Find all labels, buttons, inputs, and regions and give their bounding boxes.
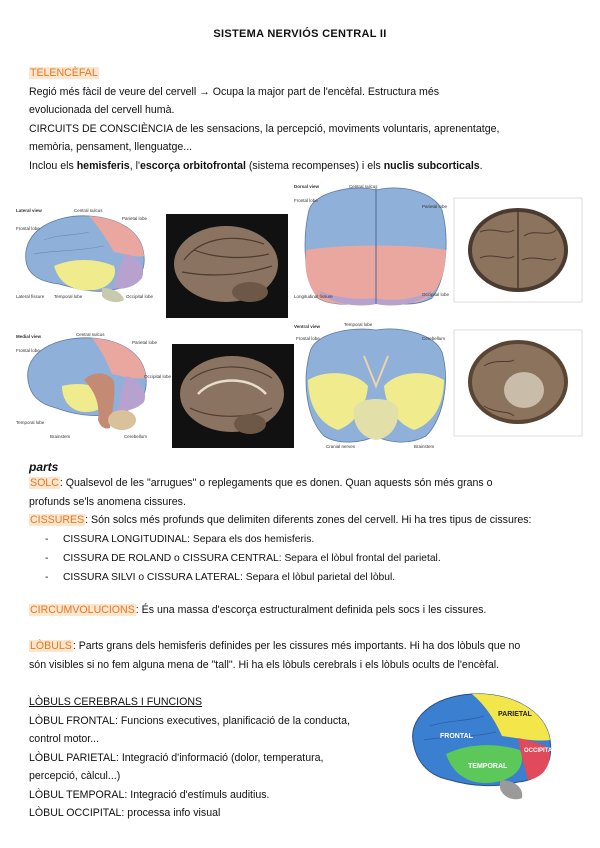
svg-text:Cerebellum: Cerebellum <box>422 336 446 341</box>
telencefal-line: evolucionada del cervell humà. <box>29 104 175 116</box>
lobe-label-temporal: TEMPORAL <box>468 763 508 770</box>
svg-text:Brainstem: Brainstem <box>50 434 71 439</box>
svg-text:Medial view: Medial view <box>16 334 42 339</box>
lobuls-funcions-section <box>29 693 399 823</box>
solc-line: profunds se'ls anomena cissures. <box>29 495 186 508</box>
cissures-line: CISSURES: Són solcs més profunds que delimiten diferents zones del cervell. Hi ha tres tipus de cissures: <box>30 514 532 526</box>
svg-text:Longitudinal fissure: Longitudinal fissure <box>294 294 333 299</box>
list-item: - CISSURA SILVI o CISSURA LATERAL: Separa el lòbul parietal del lòbul. <box>45 568 441 587</box>
lobes-diagram <box>400 688 560 806</box>
svg-text:Central sulcus: Central sulcus <box>74 208 103 213</box>
lateral-photo <box>166 214 288 318</box>
lobe-label-occipital: OCCIPITAL <box>524 748 556 754</box>
svg-text:Occipital lobe: Occipital lobe <box>144 374 172 379</box>
lobul-line: control motor... <box>29 733 100 745</box>
lobul-line: percepció, càlcul...) <box>29 770 121 782</box>
parts-section <box>29 474 574 530</box>
svg-text:Parietal lobe: Parietal lobe <box>422 204 448 209</box>
figure-label: Lateral view <box>16 208 42 213</box>
dorsal-view-figure <box>294 184 450 305</box>
lateral-view-figure <box>16 208 154 302</box>
page-title: SISTEMA NERVIÓS CENTRAL II <box>213 28 387 40</box>
list-item: - CISSURA LONGITUDINAL: Separa els dos hemisferis. <box>45 530 441 549</box>
medial-view-figure <box>16 332 172 439</box>
lobul-line: LÒBUL OCCIPITAL: processa info visual <box>29 807 221 819</box>
telencefal-line: Inclou els hemisferis, l'escorça orbitofrontal (sistema recompenses) i els nuclis subcorticals. <box>29 159 483 172</box>
telencefal-line: CIRCUITS DE CONSCIÈNCIA de les sensacions, la percepció, moviments voluntaris, aprenentatge, <box>29 122 500 135</box>
lobul-line: LÒBUL PARIETAL: Integració d'informació (dolor, temperatura, <box>29 751 324 764</box>
lobe-label-frontal: FRONTAL <box>440 733 473 740</box>
ventral-view-figure <box>294 322 445 449</box>
svg-text:Parietal lobe: Parietal lobe <box>132 340 158 345</box>
svg-text:Cranial nerves: Cranial nerves <box>326 444 356 449</box>
circumvolucions-line: CIRCUMVOLUCIONS: És una massa d'escorça estructuralment definida pels socs i les cissures. <box>30 604 487 616</box>
svg-text:Central sulcus: Central sulcus <box>349 184 378 189</box>
section-heading: LÒBULS CEREBRALS I FUNCIONS <box>29 696 203 708</box>
svg-text:Frontal lobe: Frontal lobe <box>16 226 40 231</box>
svg-text:Ventral view: Ventral view <box>294 324 321 329</box>
solc-line: SOLC: Qualsevol de les "arrugues" o replegaments que es donen. Quan aquests són més grans o <box>30 477 493 489</box>
svg-text:Brainstem: Brainstem <box>414 444 435 449</box>
lobul-line: LÒBUL FRONTAL: Funcions executives, planificació de la conducta, <box>29 714 350 727</box>
svg-text:Parietal lobe: Parietal lobe <box>122 216 148 221</box>
medial-photo <box>172 344 294 448</box>
svg-text:Temporal lobe: Temporal lobe <box>54 294 83 299</box>
dorsal-photo <box>454 198 582 302</box>
telencefal-line: memòria, pensament, llenguatge... <box>29 141 193 153</box>
lobul-line: LÒBUL TEMPORAL: Integració d'estímuls auditius. <box>29 788 270 801</box>
svg-text:Temporal lobe: Temporal lobe <box>16 420 45 425</box>
telencefal-line: Regió més fàcil de veure del cervell → Ocupa la major part de l'encèfal. Estructura més <box>29 85 440 98</box>
svg-text:Occipital lobe: Occipital lobe <box>126 294 154 299</box>
lobe-label-parietal: PARIETAL <box>498 711 532 718</box>
list-item: - CISSURA DE ROLAND o CISSURA CENTRAL: Separa el lòbul frontal del parietal. <box>45 549 441 568</box>
ventral-photo <box>454 330 582 436</box>
svg-text:Frontal lobe: Frontal lobe <box>16 348 40 353</box>
svg-text:Occipital lobe: Occipital lobe <box>422 292 450 297</box>
svg-text:Temporal lobe: Temporal lobe <box>344 322 373 327</box>
svg-text:Frontal lobe: Frontal lobe <box>296 336 320 341</box>
cissures-list <box>45 530 441 587</box>
parts-heading: parts <box>29 460 59 474</box>
telencefal-section <box>29 64 574 175</box>
lobuls-section: LÒBULS: Parts grans dels hemisferis definides per les cissures més importants. Hi ha dos lòbuls que no són visibles si no fem alguna mena de "tall". Hi ha els lòbuls cerebrals i els lòbuls ocults de l'encèfal. <box>29 640 521 671</box>
svg-text:Dorsal view: Dorsal view <box>294 184 320 189</box>
svg-text:Cerebellum: Cerebellum <box>124 434 148 439</box>
brain-figures <box>14 180 594 450</box>
svg-text:Lateral fissure: Lateral fissure <box>16 294 45 299</box>
telencefal-heading: TELENCÈFAL <box>30 67 98 79</box>
svg-text:Frontal lobe: Frontal lobe <box>294 198 318 203</box>
svg-text:Central sulcus: Central sulcus <box>76 332 105 337</box>
